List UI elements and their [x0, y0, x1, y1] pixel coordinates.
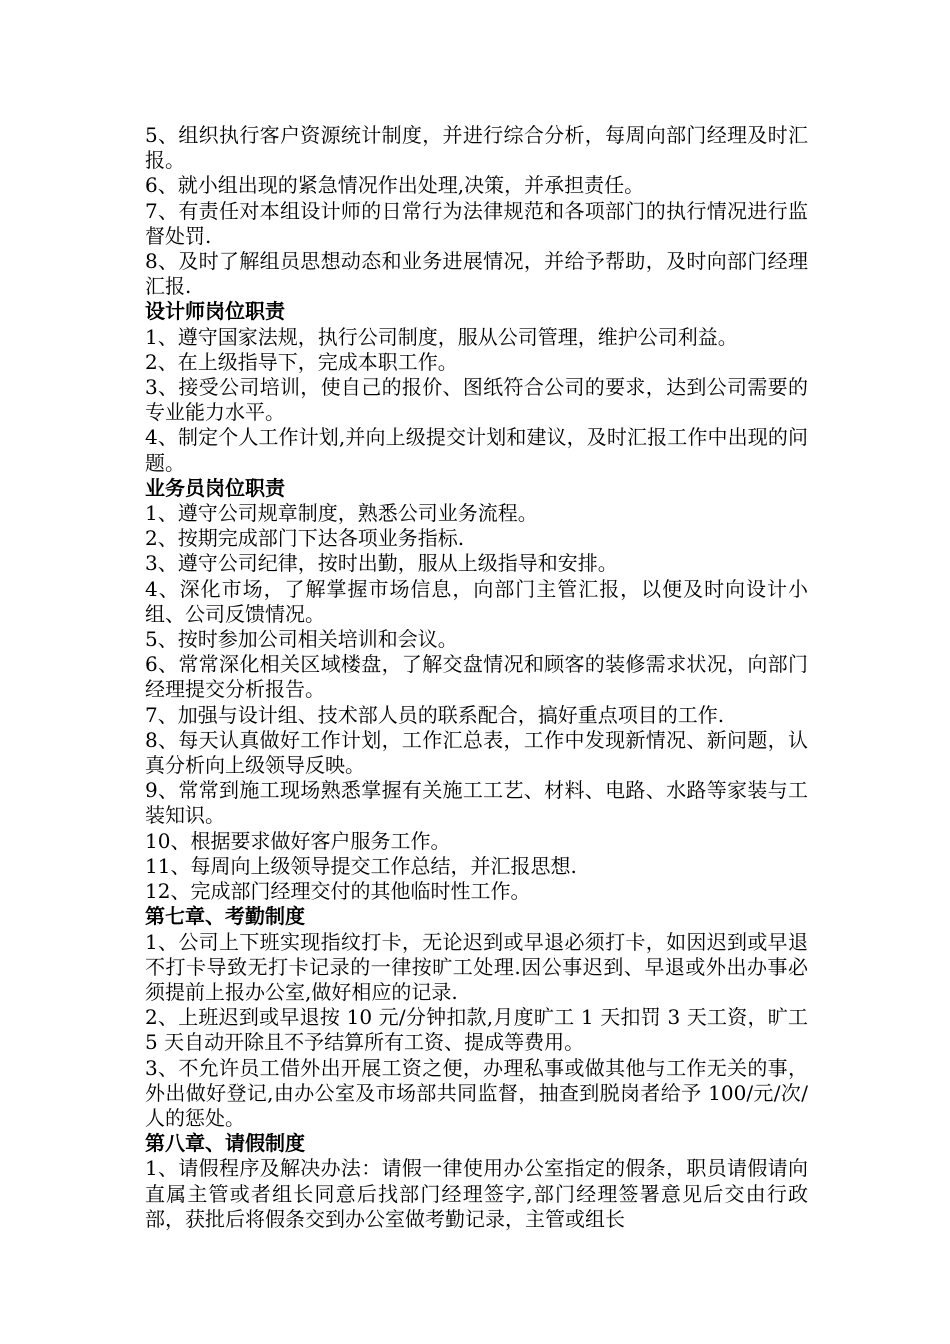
section-heading-designer-duties: 设计师岗位职责	[145, 299, 285, 324]
paragraph-sales-6: 6、常常深化相关区域楼盘，了解交盘情况和顾客的装修需求状况，向部门经理提交分析报告。	[145, 652, 808, 702]
chapter-heading-attendance: 第七章、考勤制度	[145, 904, 305, 929]
paragraph-item-5-statistics: 5、组织执行客户资源统计制度，并进行综合分析，每周向部门经理及时汇报。	[145, 123, 808, 173]
paragraph-sales-8: 8、每天认真做好工作计划，工作汇总表，工作中发现新情况、新问题，认真分析向上级领导反映。	[145, 727, 808, 778]
paragraph-designer-4: 4、制定个人工作计划,并向上级提交计划和建议，及时汇报工作中出现的问题。	[145, 425, 808, 475]
chapter-heading-leave: 第八章、请假制度	[145, 1131, 305, 1156]
paragraph-attendance-2: 2、上班迟到或早退按 10 元/分钟扣款,月度旷工 1 天扣罚 3 天工资，旷工 5 天自动开除且不予结算所有工资、提成等费用。	[145, 1005, 808, 1055]
paragraph-attendance-3: 3、不允许员工借外出开展工资之便，办理私事或做其他与工作无关的事，外出做好登记,由办公室及市场部共同监督，抽查到脱岗者给予 100/元/次/人的惩处。	[145, 1055, 808, 1130]
paragraph-designer-3: 3、接受公司培训，使自己的报价、图纸符合公司的要求，达到公司需要的专业能力水平。	[145, 375, 808, 425]
paragraph-sales-10: 10、根据要求做好客户服务工作。	[145, 828, 451, 853]
paragraph-sales-12: 12、完成部门经理交付的其他临时性工作。	[145, 879, 531, 904]
paragraph-sales-11: 11、每周向上级领导提交工作总结，并汇报思想.	[145, 853, 577, 878]
paragraph-sales-9: 9、常常到施工现场熟悉掌握有关施工工艺、材料、电路、水路等家装与工装知识。	[145, 778, 808, 828]
paragraph-sales-2: 2、按期完成部门下达各项业务指标.	[145, 526, 465, 551]
document-page	[145, 123, 808, 1232]
paragraph-item-6-emergency: 6、就小组出现的紧急情况作出处理,决策，并承担责任。	[145, 173, 645, 198]
paragraph-designer-2: 2、在上级指导下，完成本职工作。	[145, 349, 458, 374]
paragraph-sales-5: 5、按时参加公司相关培训和会议。	[145, 627, 458, 652]
paragraph-item-7-supervision: 7、有责任对本组设计师的日常行为法律规范和各项部门的执行情况进行监督处罚.	[145, 198, 808, 248]
paragraph-sales-4: 4、深化市场，了解掌握市场信息，向部门主管汇报，以便及时向设计小组、公司反馈情况。	[145, 576, 808, 626]
section-heading-sales-duties: 业务员岗位职责	[145, 475, 285, 500]
paragraph-sales-1: 1、遵守公司规章制度，熟悉公司业务流程。	[145, 501, 538, 526]
paragraph-item-8-report: 8、及时了解组员思想动态和业务进展情况，并给予帮助，及时向部门经理汇报.	[145, 249, 808, 299]
paragraph-leave-1: 1、请假程序及解决办法：请假一律使用办公室指定的假条，职员请假请向直属主管或者组长同意后找部门经理签字,部门经理签署意见后交由行政部，获批后将假条交到办公室做考勤记录，主管或组长	[145, 1156, 808, 1231]
paragraph-attendance-1: 1、公司上下班实现指纹打卡，无论迟到或早退必须打卡，如因迟到或早退不打卡导致无打卡记录的一律按旷工处理.因公事迟到、早退或外出办事必须提前上报办公室,做好相应的记录.	[145, 929, 808, 1004]
paragraph-sales-3: 3、遵守公司纪律，按时出勤，服从上级指导和安排。	[145, 551, 618, 576]
paragraph-sales-7: 7、加强与设计组、技术部人员的联系配合，搞好重点项目的工作.	[145, 702, 725, 727]
paragraph-designer-1: 1、遵守国家法规，执行公司制度，服从公司管理，维护公司利益。	[145, 324, 738, 349]
